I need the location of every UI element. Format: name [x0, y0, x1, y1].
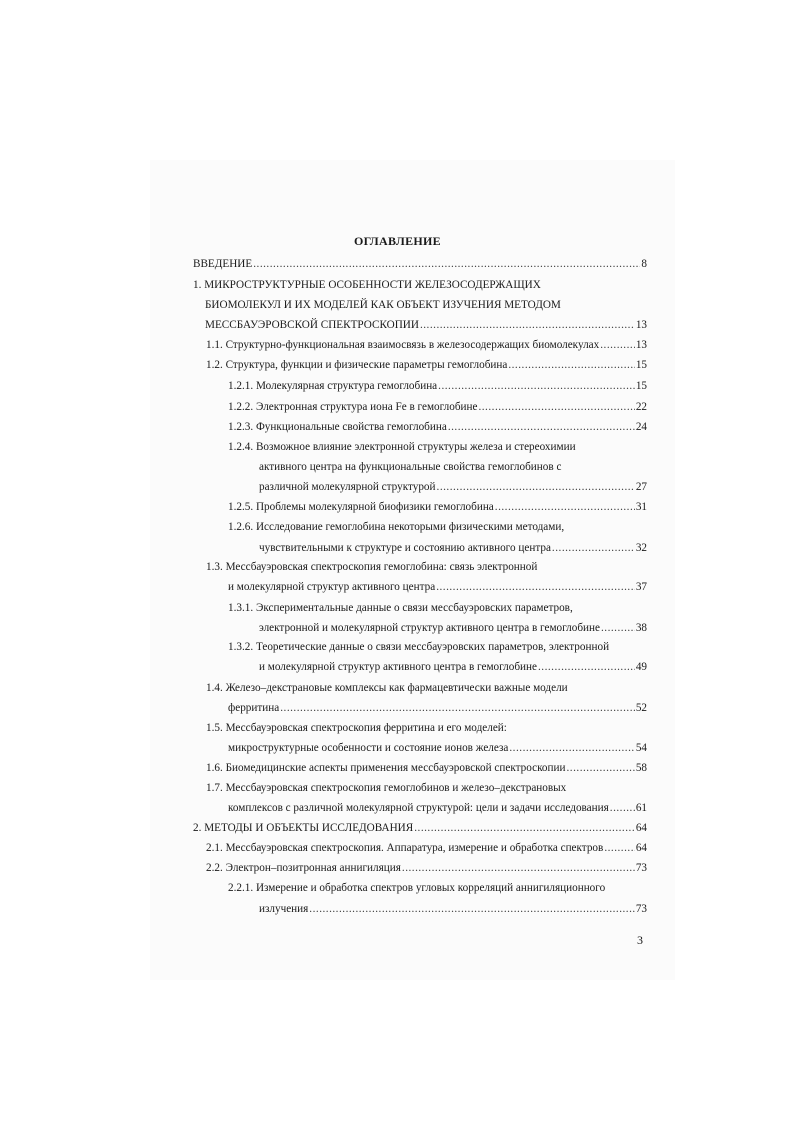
toc-entry-text: 1.2.5. Проблемы молекулярной биофизики гемоглобина	[228, 501, 494, 513]
leader-dots	[508, 356, 634, 374]
toc-entry[interactable]	[259, 458, 561, 476]
toc-entry-text: 1.2. Структура, функции и физические параметры гемоглобина	[206, 359, 508, 371]
toc-entry-page: 31	[635, 501, 647, 513]
leader-dots	[402, 859, 635, 877]
leader-dots	[438, 377, 635, 395]
toc-entry[interactable]	[228, 638, 609, 656]
leader-dots	[478, 398, 634, 416]
toc-entry[interactable]	[206, 558, 537, 576]
toc-entry-text: 1.2.6. Исследование гемоглобина некоторыми физическими методами,	[228, 521, 565, 533]
toc-entry-page: 52	[635, 702, 647, 714]
toc-entry-page: 15	[635, 380, 647, 392]
toc-entry[interactable]	[193, 819, 647, 837]
toc-entry[interactable]	[228, 438, 576, 456]
toc-entry[interactable]	[228, 518, 564, 536]
toc-entry[interactable]	[259, 658, 647, 676]
toc-entry-text: 1. МИКРОСТРУКТУРНЫЕ ОСОБЕННОСТИ ЖЕЛЕЗОСОДЕРЖАЩИХ	[193, 279, 541, 291]
toc-entry[interactable]	[228, 498, 647, 516]
toc-entry-text: 1.7. Мессбауэровская спектроскопия гемоглобинов и железо–декстрановых	[206, 782, 567, 794]
toc-entry-text: электронной и молекулярной структур активного центра в гемоглобине	[259, 622, 600, 634]
toc-entry[interactable]	[193, 276, 541, 294]
toc-entry-page: 64	[635, 822, 647, 834]
toc-entry[interactable]	[259, 900, 647, 918]
toc-entry[interactable]	[228, 398, 647, 416]
leader-dots	[253, 255, 640, 273]
toc-entry[interactable]	[206, 759, 647, 777]
toc-entry-page: 61	[635, 802, 647, 814]
toc-title: ОГЛАВЛЕНИЕ	[354, 234, 441, 248]
toc-entry-page: 22	[635, 401, 647, 413]
toc-entry-text: различной молекулярной структурой	[259, 481, 436, 493]
toc-entry-text: микроструктурные особенности и состояние ионов железа	[228, 742, 509, 754]
toc-entry[interactable]	[228, 739, 647, 757]
toc-entry-page: 15	[635, 359, 647, 371]
leader-dots	[600, 336, 635, 354]
toc-entry-page: 27	[635, 481, 647, 493]
toc-entry-page: 13	[635, 319, 647, 331]
toc-entry-text: БИОМОЛЕКУЛ И ИХ МОДЕЛЕЙ КАК ОБЪЕКТ ИЗУЧЕНИЯ МЕТОДОМ	[205, 299, 561, 311]
toc-entry-text: 2.1. Мессбауэровская спектроскопия. Аппаратура, измерение и обработка спектров	[206, 842, 604, 854]
toc-entry-text: излучения	[259, 903, 309, 915]
toc-entry-text: 1.1. Структурно-функциональная взаимосвязь в железосодержащих биомолекулах	[206, 339, 600, 351]
toc-entry[interactable]	[193, 255, 647, 273]
toc-entry[interactable]	[259, 478, 647, 496]
toc-entry-text: ВВЕДЕНИЕ	[193, 258, 253, 270]
toc-entry-text: 1.5. Мессбауэровская спектроскопия ферритина и его моделей:	[206, 722, 507, 734]
toc-entry[interactable]	[259, 539, 647, 557]
toc-entry-page: 73	[635, 862, 647, 874]
toc-entry-text: 1.2.2. Электронная структура иона Fe в гемоглобине	[228, 401, 478, 413]
leader-dots	[420, 316, 635, 334]
toc-entry-page: 32	[635, 542, 647, 554]
leader-dots	[436, 578, 635, 596]
leader-dots	[601, 619, 635, 637]
toc-entry[interactable]	[259, 619, 647, 637]
toc-entry-text: 1.2.3. Функциональные свойства гемоглобина	[228, 421, 447, 433]
toc-entry-text: 2.2.1. Измерение и обработка спектров угловых корреляций аннигиляционного	[228, 882, 606, 894]
toc-entry[interactable]	[228, 599, 573, 617]
toc-entry-page: 24	[635, 421, 647, 433]
toc-entry[interactable]	[206, 356, 647, 374]
toc-entry-text: чувствительными к структуре и состоянию активного центра	[259, 542, 551, 554]
toc-entry-page: 8	[641, 258, 647, 270]
toc-entry[interactable]	[205, 316, 647, 334]
leader-dots	[414, 819, 635, 837]
toc-entry-text: и молекулярной структур активного центра	[228, 581, 436, 593]
leader-dots	[280, 699, 635, 717]
toc-entry-text: 1.3.1. Экспериментальные данные о связи мессбауэровских параметров,	[228, 602, 573, 614]
toc-entry-text: 1.3. Мессбауэровская спектроскопия гемоглобина: связь электронной	[206, 561, 538, 573]
toc-entry-text: 2.2. Электрон–позитронная аннигиляция	[206, 862, 401, 874]
toc-entry-text: комплексов с различной молекулярной структурой: цели и задачи исследования	[228, 802, 609, 814]
leader-dots	[448, 418, 635, 436]
toc-entry-text: активного центра на функциональные свойства гемоглобинов с	[259, 461, 562, 473]
leader-dots	[509, 739, 634, 757]
toc-entry-text: 1.6. Биомедицинские аспекты применения мессбауэровской спектроскопии	[206, 762, 566, 774]
toc-entry[interactable]	[206, 779, 566, 797]
toc-entry-text: ферритина	[228, 702, 280, 714]
leader-dots	[610, 799, 635, 817]
toc-entry-text: 1.3.2. Теоретические данные о связи мессбауэровских параметров, электронной	[228, 641, 610, 653]
toc-entry-text: МЕССБАУЭРОВСКОЙ СПЕКТРОСКОПИИ	[205, 319, 419, 331]
toc-entry-page: 64	[635, 842, 647, 854]
toc-entry[interactable]	[228, 799, 647, 817]
toc-entry[interactable]	[206, 336, 647, 354]
toc-entry-text: 1.4. Железо–декстрановые комплексы как фармацевтически важные модели	[206, 682, 568, 694]
toc-entry[interactable]	[205, 296, 561, 314]
toc-entry-text: 2. МЕТОДЫ И ОБЪЕКТЫ ИССЛЕДОВАНИЯ	[193, 822, 414, 834]
leader-dots	[437, 478, 635, 496]
toc-entry[interactable]	[228, 879, 605, 897]
toc-entry-page: 54	[635, 742, 647, 754]
toc-entry-page: 49	[635, 661, 647, 673]
toc-entry-page: 37	[635, 581, 647, 593]
toc-entry[interactable]	[206, 679, 568, 697]
toc-entry-page: 73	[635, 903, 647, 915]
toc-entry[interactable]	[206, 839, 647, 857]
leader-dots	[552, 539, 635, 557]
toc-entry[interactable]	[228, 578, 647, 596]
leader-dots	[567, 759, 635, 777]
toc-entry-text: 1.2.4. Возможное влияние электронной структуры железа и стереохимии	[228, 441, 576, 453]
leader-dots	[604, 839, 635, 857]
leader-dots	[538, 658, 635, 676]
toc-entry[interactable]	[228, 377, 647, 395]
leader-dots	[309, 900, 635, 918]
page-number: 3	[637, 933, 643, 947]
toc-entry-text: и молекулярной структур активного центра в гемоглобине	[259, 661, 537, 673]
toc-entry-page: 58	[635, 762, 647, 774]
toc-entry-page: 13	[635, 339, 647, 351]
toc-entry[interactable]	[206, 859, 647, 877]
toc-entry-text: 1.2.1. Молекулярная структура гемоглобина	[228, 380, 438, 392]
toc-entry[interactable]	[206, 719, 507, 737]
toc-entry[interactable]	[228, 699, 647, 717]
leader-dots	[495, 498, 635, 516]
toc-entry[interactable]	[228, 418, 647, 436]
toc-entry-page: 38	[635, 622, 647, 634]
